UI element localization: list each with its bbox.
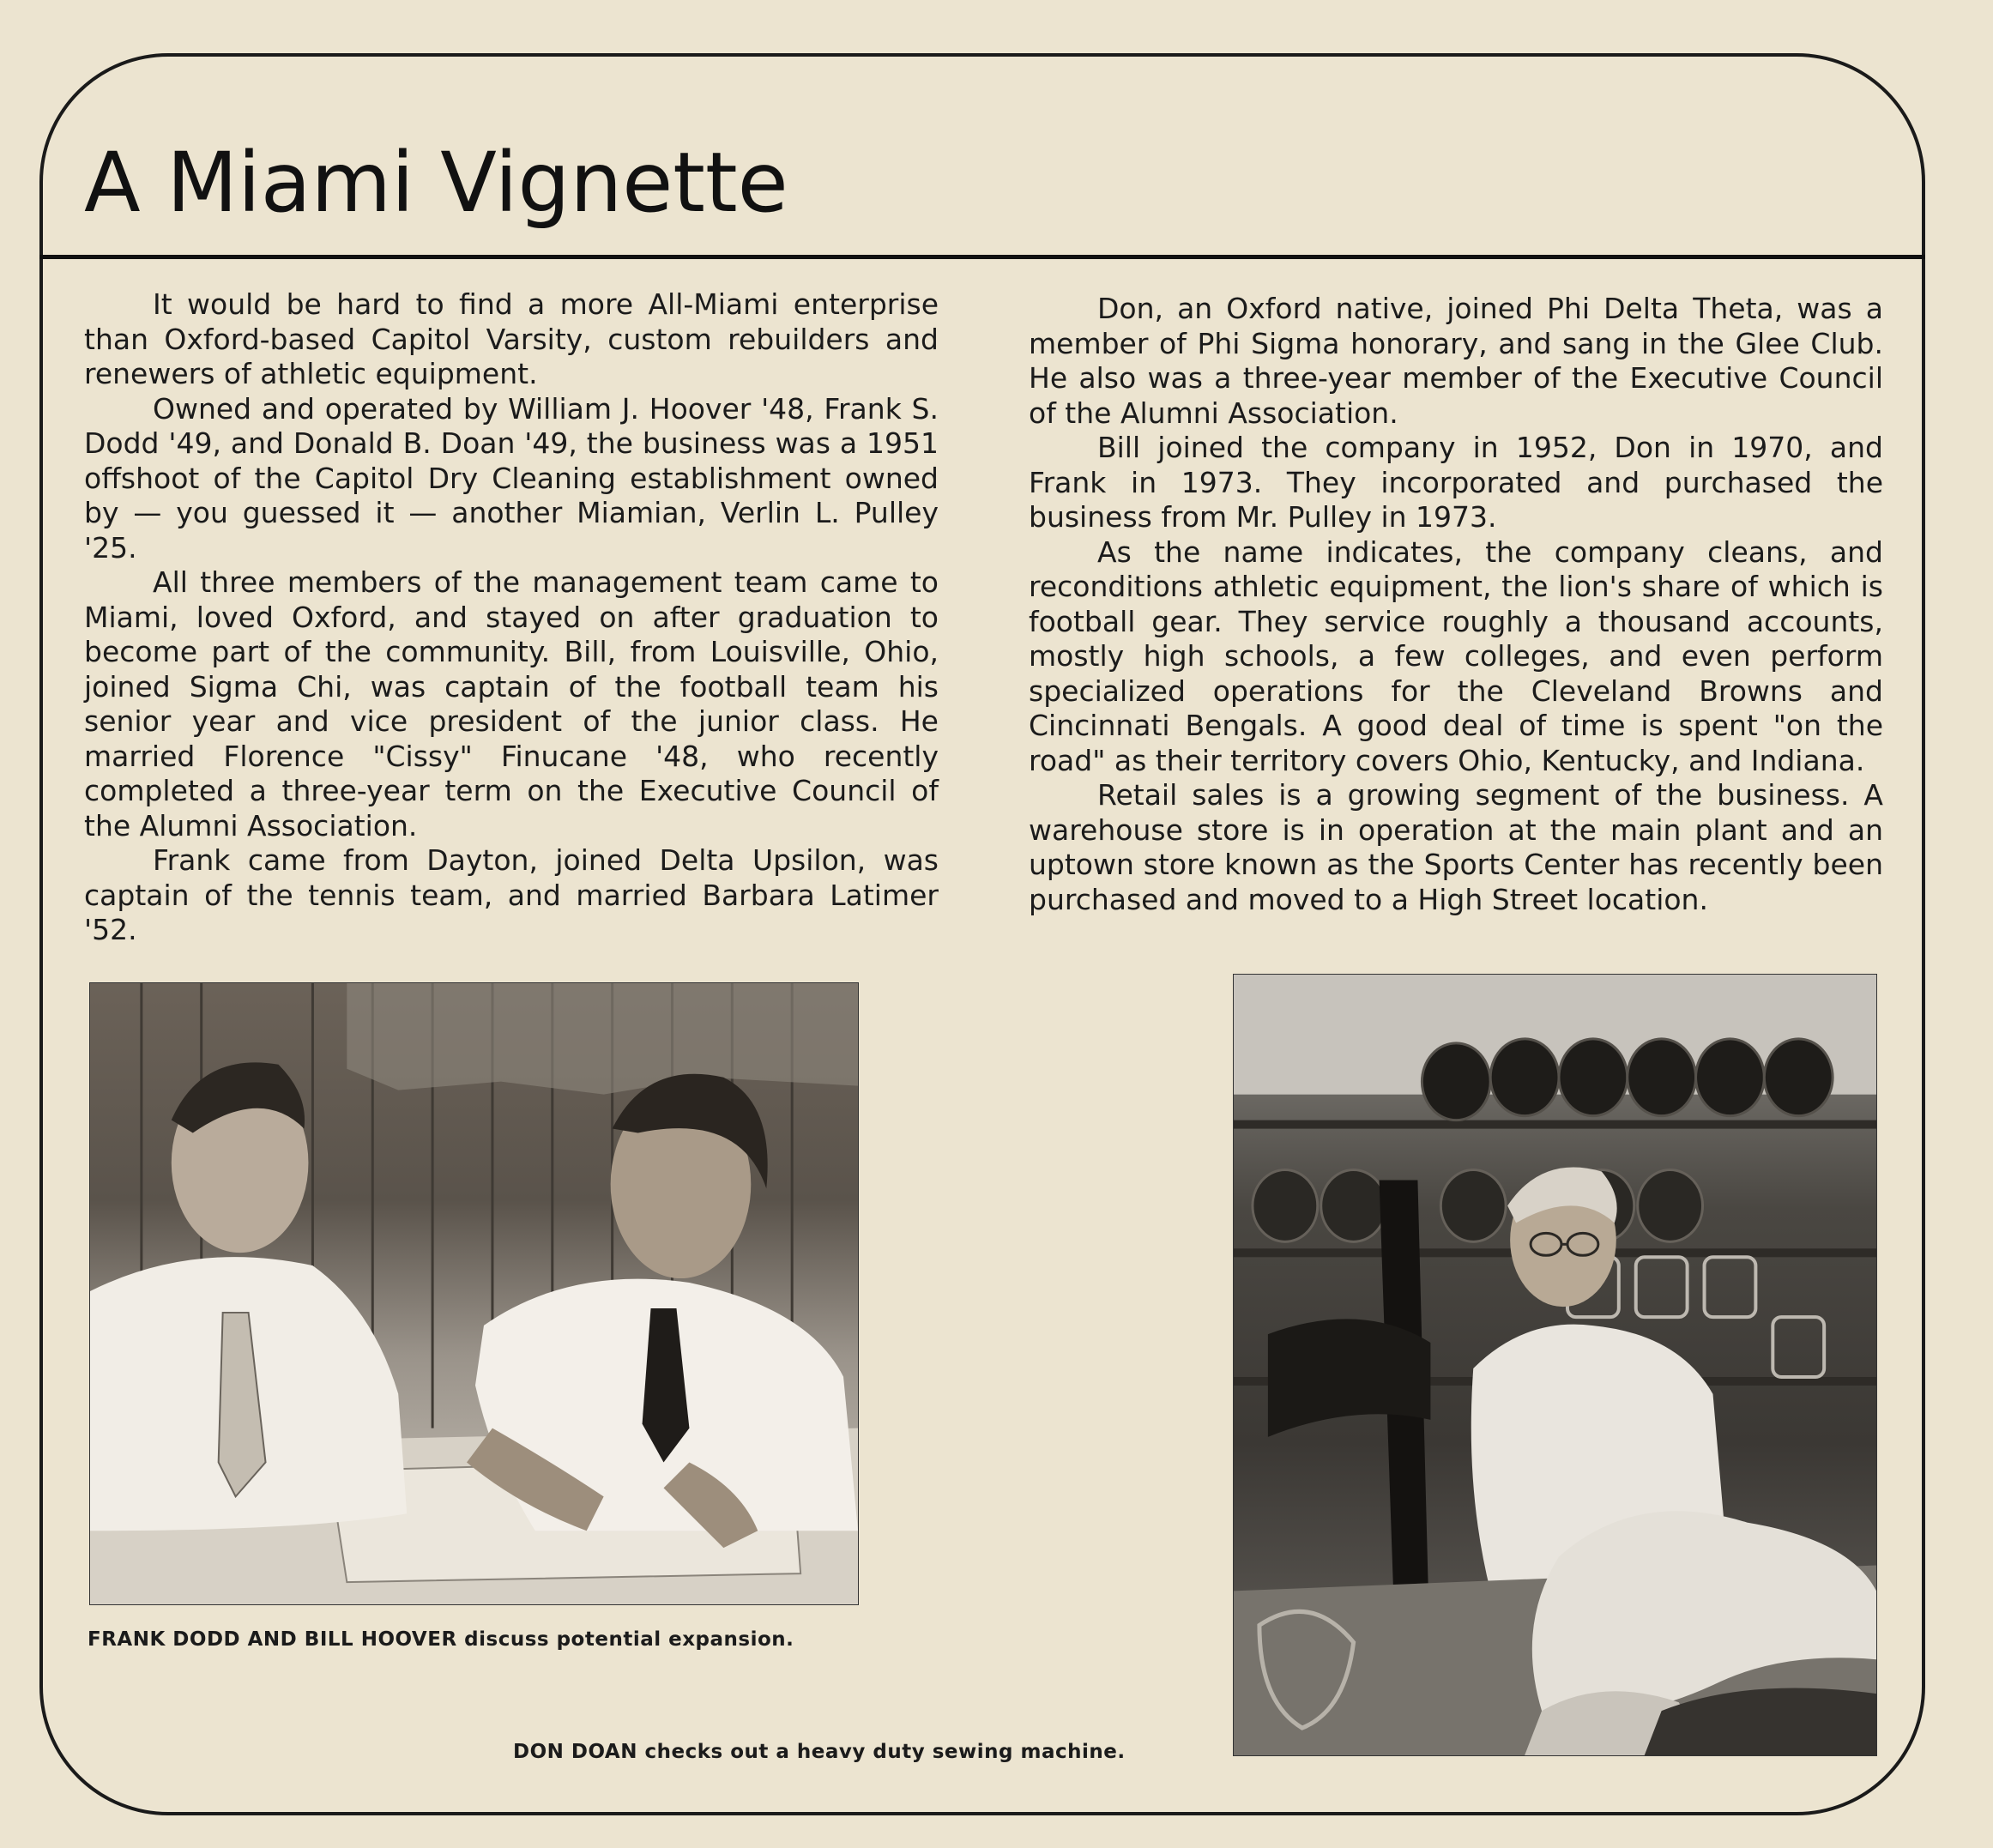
photo-dodd-hoover xyxy=(89,982,859,1605)
photo-don-doan-illustration xyxy=(1234,975,1876,1755)
title-rule xyxy=(39,255,1925,259)
right-text-column xyxy=(1029,292,1883,917)
right-paragraph-2: Bill joined the company in 1952, Don in 1970, and Frank in 1973. They incorporated and purchased the business from Mr. Pulley in 1973. xyxy=(1029,431,1883,534)
left-text-column xyxy=(84,287,939,948)
left-paragraph-4: Frank came from Dayton, joined Delta Upsilon, was captain of the tennis team, and married Barbara Latimer '52. xyxy=(84,843,939,946)
photo-caption-left: FRANK DODD AND BILL HOOVER discuss potential expansion. xyxy=(88,1628,794,1651)
right-paragraph-4: Retail sales is a growing segment of the business. A warehouse store is in operation at the main plant and an uptown store known as the Sports Center has recently been purchased and moved to a High Street location. xyxy=(1029,778,1883,916)
photo-don-doan xyxy=(1233,974,1877,1756)
right-paragraph-1: Don, an Oxford native, joined Phi Delta Theta, was a member of Phi Sigma honorary, and sang in the Glee Club. He also was a three-year member of the Executive Council of the Alumni Association. xyxy=(1029,292,1883,430)
left-paragraph-2: Owned and operated by William J. Hoover '48, Frank S. Dodd '49, and Donald B. Doan '49, the business was a 1951 offshoot of the Capitol Dry Cleaning establishment owned by — you guessed it — another Miamian, Verlin L. Pulley '25. xyxy=(84,391,939,565)
photo-caption-right: DON DOAN checks out a heavy duty sewing machine. xyxy=(513,1741,1126,1763)
page-title: A Miami Vignette xyxy=(84,135,788,231)
left-paragraph-1: It would be hard to find a more All-Miami enterprise than Oxford-based Capitol Varsity, custom rebuilders and renewers of athletic equipment. xyxy=(84,287,939,390)
right-paragraph-3: As the name indicates, the company cleans, and reconditions athletic equipment, the lion's share of which is football gear. They service roughly a thousand accounts, mostly high schools, a few colleges, and even perform specialized operations for the Cleveland Browns and Cincinnati Bengals. A good deal of time is spent "on the road" as their territory covers Ohio, Kentucky, and Indiana. xyxy=(1029,534,1883,777)
left-paragraph-3: All three members of the management team came to Miami, loved Oxford, and stayed on after graduation to become part of the community. Bill, from Louisville, Ohio, joined Sigma Chi, was captain of the football team his senior year and vice president of the junior class. He married Florence "Cissy" Finucane '48, who recently completed a three-year term on the Executive Council of the Alumni Association. xyxy=(84,565,939,842)
photo-dodd-hoover-illustration xyxy=(90,983,858,1604)
